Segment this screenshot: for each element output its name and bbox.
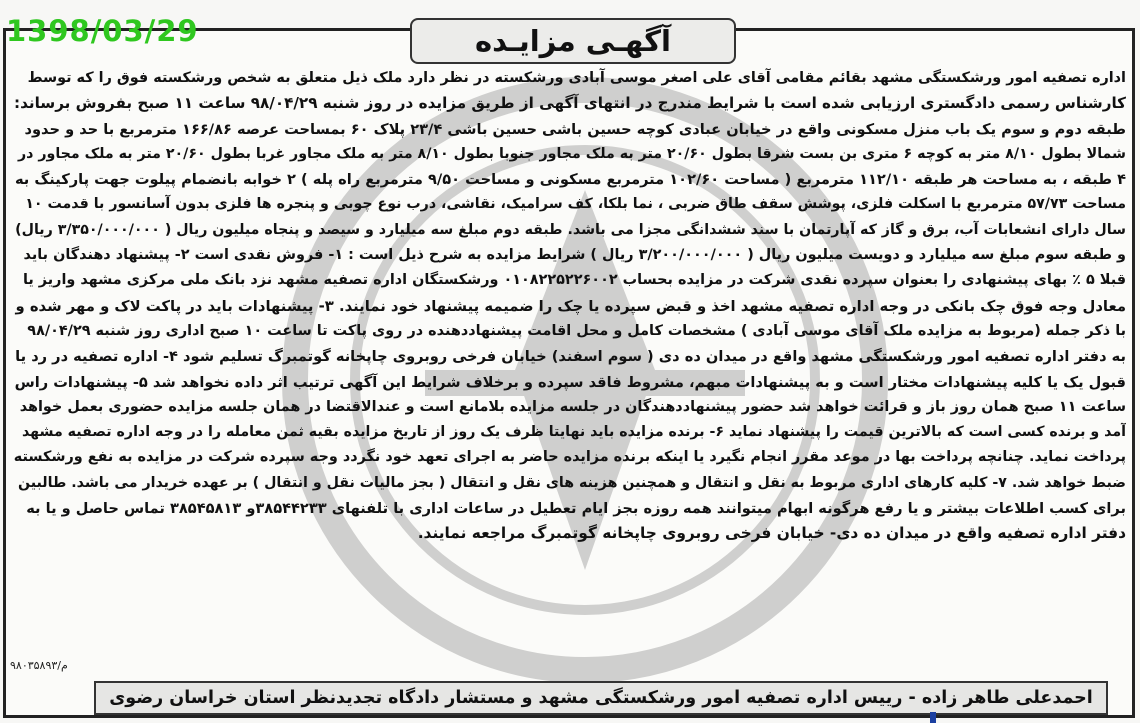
notice-title: آگهـی مزایـده bbox=[475, 24, 671, 58]
body-line: به دفتر اداره تصفیه امور ورشکستگی مشهد واقع در میدان ده دی ( سوم اسفند) خیابان فرخی روبروی چاپخانه گوتمبرگ تسلیم شود ۴- اداره تصفیه در رد یا bbox=[15, 348, 1126, 366]
body-line: ساعت ۱۱ صبح همان روز باز و قرائت خواهد شد حضور پیشنهاددهندگان در جلسه مزایده بلامانع است و عندالاقتضا در همان جلسه مزایده حضوری بعمل خواهد bbox=[19, 398, 1126, 415]
body-line: پرداخت نماید. چنانچه پرداخت بها در موعد مقرر انجام نگیرد یا اینکه برنده مزایده حاضر به اجرای تعهد خود نگردد وجه سپرده شرکت در مزایده به نفع ورشکسته bbox=[14, 449, 1126, 466]
body-line: کارشناس رسمی دادگستری ارزیابی شده است با شرایط مندرج در انتهای آگهی از طریق مزایده در روز شنبه ۹۸/۰۴/۲۹ ساعت ۱۱ صبح بفروش برساند: bbox=[14, 94, 1126, 113]
body-line: دفتر اداره تصفیه واقع در میدان ده دی- خیابان فرخی روبروی چاپخانه گوتمبرگ مراجعه نمایند. bbox=[417, 524, 1126, 543]
body-line: معادل وجه فوق چک بانکی در وجه اداره تصفیه مشهد اخذ و قبض سپرده یا چک را ضمیمه پیشنهاد خود نمایند. ۳- پیشنهادات باید در پاکت لاک و مهر شده و bbox=[15, 297, 1126, 315]
body-line: برای کسب اطلاعات بیشتر و یا رفع هرگونه ابهام میتوانند همه روزه بجز ایام تعطیل در ساعات اداری با تلفنهای ۳۸۵۴۴۲۳۳و ۳۸۵۴۵۸۱۳ تماس حاصل و یا به bbox=[26, 500, 1126, 518]
edge-mark bbox=[930, 712, 936, 723]
body-line: قبول یک یا کلیه پیشنهادات مختار است و به پیشنهادات مبهم، مشروط فاقد سپرده و برخلاف شرایط این آگهی ترتیب اثر داده نخواهد شد ۵- پیشنهادات راس bbox=[14, 373, 1126, 391]
body-line: با ذکر جمله (مربوط به مزایده ملک آقای موسی آبادی ) مشخصات کامل و محل اقامت پیشنهاددهنده در روی پاکت تا ساعت ۱۰ صبح اداری روز شنبه ۹۸/۰۴/۲۹ bbox=[27, 322, 1126, 339]
body-line: طبقه دوم و سوم یک باب منزل مسکونی واقع در خیابان عبادی کوچه حسین باشی حسین باشی ۲۳/۴ پلاک ۶۰ بمساحت عرصه ۱۶۶/۸۶ مترمربع با حد و حدود bbox=[24, 120, 1126, 138]
body-line: قبلا ۵ ٪ بهای پیشنهادی را بعنوان سپرده نقدی شرکت در مزایده بحساب ۰۱۰۸۲۲۵۲۲۶۰۰۲ ورشکستگان اداره تصفیه مشهد نزد بانک ملی مرکزی مشهد واریز یا bbox=[22, 272, 1126, 289]
body-line: مساحت ۵۷/۷۳ مترمربع با اسکلت فلزی، پوشش سقف طاق ضربی ، نما بلکا، کف سرامیک، نقاشی، درب نوع چوبی و پنجره ها فلزی بدون آسانسور با قدمت ۱۰ bbox=[25, 196, 1126, 213]
notice-title-box bbox=[410, 18, 736, 64]
body-line: اداره تصفیه امور ورشکستگی مشهد بقائم مقامی آقای علی اصغر موسی آبادی ورشکسته در نظر دارد ملک ذیل متعلق به شخص ورشکسته فوق را که توسط bbox=[27, 70, 1126, 86]
reference-number: م/۹۸۰۳۵۸۹۳ bbox=[10, 659, 68, 672]
body-line: ۴ طبقه ، به مساحت هر طبقه ۱۱۲/۱۰ مترمربع ( مساحت ۱۰۲/۶۰ مترمربع مسکونی و مساحت ۹/۵۰ مترمربع راه پله ) ۲ خوابه بانضمام پیلوت جهت پارکینگ به bbox=[14, 171, 1126, 189]
signature-box bbox=[94, 681, 1108, 715]
body-line: شمالا بطول ۸/۱۰ متر به کوچه ۶ متری بن بست شرقا بطول ۲۰/۶۰ متر به ملک مجاور جنوبا بطول ۸/۱۰ متر به ملک مجاور غربا بطول ۲۰/۶۰ متر به ملک مجاور در bbox=[17, 145, 1126, 162]
body-line: آمد و برنده کسی است که بالاترین قیمت را پیشنهاد نماید ۶- برنده مزایده باید نهایتا ظرف یک روز از تاریخ مزایده بقیه ثمن معامله را در وجه اداره تصفیه مشهد bbox=[21, 424, 1126, 441]
signature-text: احمدعلی طاهر زاده - رییس اداره تصفیه امور ورشکستگی مشهد و مستشار دادگاه تجدیدنظر استان خراسان رضوی bbox=[109, 688, 1093, 708]
body-line: سال دارای انشعابات آب، برق و گاز که آپارتمان با سند ششدانگی مجزا می باشد. طبقه دوم مبلغ سه میلیارد و سیصد و پنجاه میلیون ریال ( ۳/۳۵۰/۰۰۰/۰۰۰ ریال) bbox=[15, 221, 1126, 238]
date-stamp: 1398/03/29 bbox=[6, 14, 199, 48]
body-line: و طبقه سوم مبلغ سه میلیارد و دویست میلیون ریال ( ۳/۲۰۰/۰۰۰/۰۰۰ ریال ) شرایط مزایده به شرح ذیل است : ۱- فروش نقدی است ۲- پیشنهاد دهندگان باید bbox=[23, 247, 1126, 264]
body-line: ضبط خواهد شد. ۷- کلیه کارهای اداری مربوط به نقل و انتقال و همچنین هزینه های نقل و انتقال ( بجز مالیات نقل و انتقال ) بر عهده خریدار می باشد. طالبین bbox=[17, 474, 1126, 491]
notice-body bbox=[14, 66, 1126, 547]
